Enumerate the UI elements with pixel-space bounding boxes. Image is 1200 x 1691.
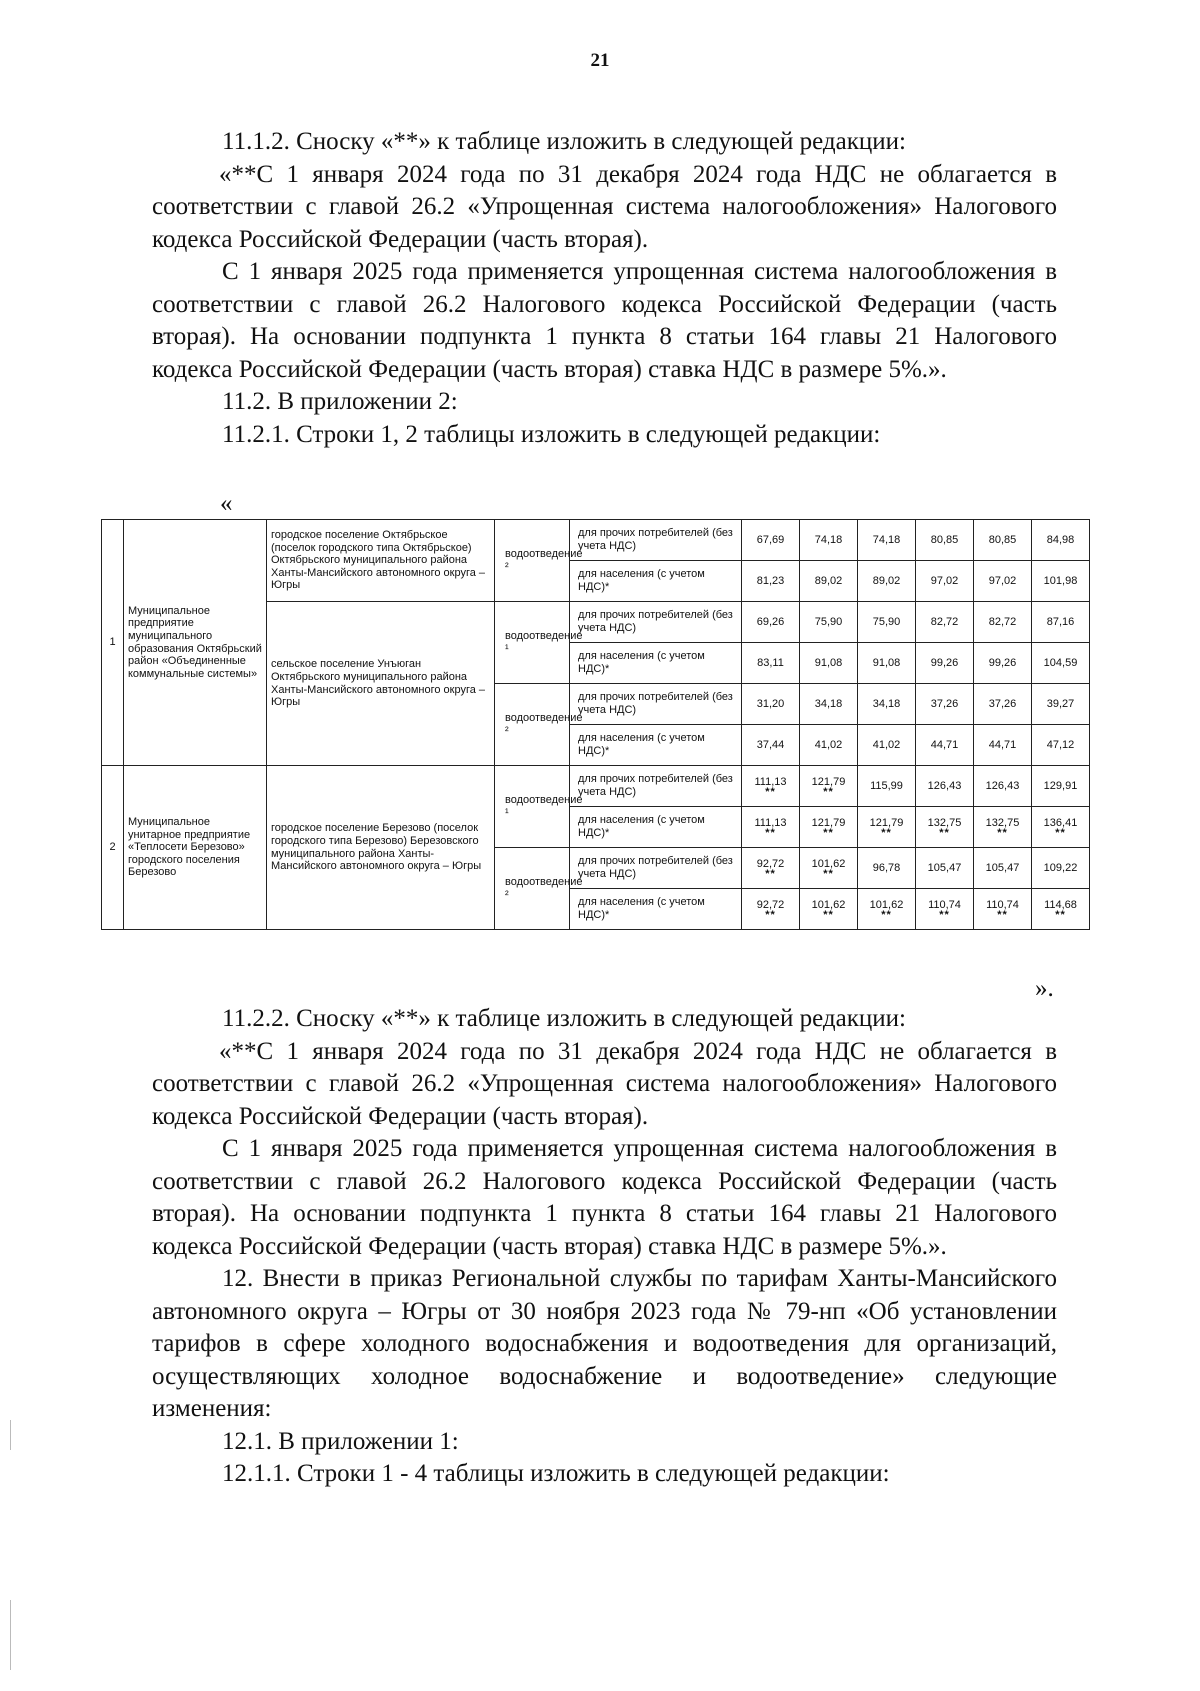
tariff-value: 105,47 [974, 848, 1032, 889]
tariff-cell [858, 889, 916, 930]
tariff-value: 91,08 [800, 643, 858, 684]
tariff-cell [742, 807, 800, 848]
tariff-value: 97,02 [916, 561, 974, 602]
consumer-category: для населения (с учетом НДС)* [570, 807, 742, 848]
tariff-value: 126,43 [974, 766, 1032, 807]
tariff-value: 41,02 [800, 725, 858, 766]
scan-artifact [10, 1420, 11, 1450]
tariff-value: 91,08 [858, 643, 916, 684]
tariff-cell [916, 889, 974, 930]
tariff-value: 92,72 [756, 898, 785, 911]
table-row [102, 520, 1090, 561]
footnote-mark: ** [823, 909, 834, 922]
tariff-value: 136,41 [1043, 816, 1078, 829]
tariff-value: 84,98 [1032, 520, 1090, 561]
footnote-mark: ** [1055, 909, 1066, 922]
consumer-category: для населения (с учетом НДС)* [570, 643, 742, 684]
tariff-cell [974, 807, 1032, 848]
tariff-table [101, 519, 1090, 930]
tariff-value: 67,69 [742, 520, 800, 561]
quote-open: « [220, 490, 233, 517]
tariff-value: 74,18 [800, 520, 858, 561]
consumer-category: для населения (с учетом НДС)* [570, 561, 742, 602]
tariff-value: 132,75 [927, 816, 962, 829]
tariff-cell [800, 766, 858, 807]
service-type: водоотведение ² [495, 520, 570, 602]
tariff-value: 121,79 [869, 816, 904, 829]
tariff-value: 101,98 [1032, 561, 1090, 602]
tariff-value: 126,43 [916, 766, 974, 807]
tariff-value: 31,20 [742, 684, 800, 725]
footnote-mark: ** [765, 909, 776, 922]
tariff-value: 109,22 [1032, 848, 1090, 889]
tariff-value: 111,13 [754, 775, 787, 788]
paragraph: С 1 января 2025 года применяется упрощенная система налогообложения в соответствии с главой 26.2 Налогового кодекса Российской Федерации (часть вторая). На основании подпункта 1 пункта 8 статьи 164 главы 21 Налогового кодекса Российской Федерации (часть вторая) ставка НДС в размере 5%.». [152, 258, 1057, 383]
service-type: водоотведение ² [495, 848, 570, 930]
tariff-cell [858, 807, 916, 848]
tariff-value: 89,02 [800, 561, 858, 602]
quote-close: ». [1035, 975, 1054, 1002]
tariff-value: 101,62 [811, 898, 846, 911]
tariff-value: 115,99 [858, 766, 916, 807]
table-row [102, 766, 1090, 807]
organization-name: Муниципальное предприятие муниципального образования Октябрьский район «Объединенные коммунальные системы» [124, 520, 267, 766]
footnote-mark: ** [823, 868, 834, 881]
footnote-mark: ** [765, 868, 776, 881]
paragraph: «**С 1 января 2024 года по 31 декабря 2024 года НДС не облагается в соответствии с главой 26.2 «Упрощенная система налогообложения» Налогового кодекса Российской Федерации (часть вторая). [152, 160, 1057, 253]
tariff-value: 101,62 [869, 898, 904, 911]
tariff-value: 99,26 [974, 643, 1032, 684]
tariff-value: 82,72 [916, 602, 974, 643]
paragraph: 12.1.1. Строки 1 - 4 таблицы изложить в следующей редакции: [222, 1460, 890, 1487]
row-number: 1 [102, 520, 124, 766]
consumer-category: для прочих потребителей (без учета НДС) [570, 684, 742, 725]
footnote-mark: ** [823, 786, 834, 799]
tariff-value: 87,16 [1032, 602, 1090, 643]
footnote-mark: ** [1055, 827, 1066, 840]
tariff-value: 41,02 [858, 725, 916, 766]
tariff-value: 74,18 [858, 520, 916, 561]
tariff-cell [800, 807, 858, 848]
tariff-value: 47,12 [1032, 725, 1090, 766]
consumer-category: для прочих потребителей (без учета НДС) [570, 848, 742, 889]
consumer-category: для прочих потребителей (без учета НДС) [570, 520, 742, 561]
tariff-value: 81,23 [742, 561, 800, 602]
footnote-mark: ** [881, 909, 892, 922]
tariff-value: 101,62 [811, 857, 846, 870]
page-number: 21 [590, 50, 610, 71]
tariff-value: 104,59 [1032, 643, 1090, 684]
consumer-category: для прочих потребителей (без учета НДС) [570, 766, 742, 807]
section-before-table [152, 126, 1057, 451]
consumer-category: для прочих потребителей (без учета НДС) [570, 602, 742, 643]
paragraph: 12.1. В приложении 1: [222, 1427, 459, 1455]
row-number: 2 [102, 766, 124, 930]
territory: городское поселение Октябрьское (поселок городского типа Октябрьское) Октябрьского муниципального района Ханты-Мансийского автономного округа – Югры [267, 520, 495, 602]
tariff-value: 80,85 [974, 520, 1032, 561]
tariff-value: 37,26 [916, 684, 974, 725]
tariff-cell [974, 889, 1032, 930]
tariff-cell [742, 766, 800, 807]
paragraph: С 1 января 2025 года применяется упрощенная система налогообложения в соответствии с главой 26.2 Налогового кодекса Российской Федерации (часть вторая). На основании подпункта 1 пункта 8 статьи 164 главы 21 Налогового кодекса Российской Федерации (часть вторая) ставка НДС в размере 5%.». [152, 1135, 1057, 1260]
paragraph: 11.2.1. Строки 1, 2 таблицы изложить в следующей редакции: [222, 420, 881, 448]
tariff-value: 92,72 [756, 857, 785, 870]
tariff-value: 44,71 [974, 725, 1032, 766]
tariff-value: 121,79 [811, 775, 846, 788]
tariff-value: 129,91 [1032, 766, 1090, 807]
service-type: водоотведение ¹ [495, 766, 570, 848]
footnote-mark: ** [765, 786, 776, 799]
tariff-value: 34,18 [858, 684, 916, 725]
footnote-mark: ** [939, 909, 950, 922]
tariff-value: 111,13 [754, 816, 787, 829]
tariff-cell [800, 848, 858, 889]
tariff-value: 44,71 [916, 725, 974, 766]
scan-artifact [10, 1600, 11, 1670]
paragraph: 11.1.2. Сноску «**» к таблице изложить в следующей редакции: [222, 128, 906, 155]
tariff-value: 110,74 [928, 898, 961, 911]
tariff-value: 69,26 [742, 602, 800, 643]
tariff-value: 37,26 [974, 684, 1032, 725]
service-type: водоотведение ¹ [495, 602, 570, 684]
tariff-cell [916, 807, 974, 848]
tariff-value: 99,26 [916, 643, 974, 684]
section-after-table [152, 1003, 1057, 1491]
tariff-cell [1032, 889, 1090, 930]
tariff-value: 132,75 [985, 816, 1020, 829]
territory: сельское поселение Унъюган Октябрьского муниципального района Ханты-Мансийского автономного округа – Югры [267, 602, 495, 766]
consumer-category: для населения (с учетом НДС)* [570, 725, 742, 766]
tariff-cell [1032, 807, 1090, 848]
footnote-mark: ** [997, 827, 1008, 840]
tariff-value: 114,68 [1044, 898, 1077, 911]
consumer-category: для населения (с учетом НДС)* [570, 889, 742, 930]
organization-name: Муниципальное унитарное предприятие «Теплосети Березово» городского поселения Березово [124, 766, 267, 930]
tariff-value: 97,02 [974, 561, 1032, 602]
tariff-value: 105,47 [916, 848, 974, 889]
footnote-mark: ** [939, 827, 950, 840]
tariff-value: 75,90 [858, 602, 916, 643]
tariff-value: 75,90 [800, 602, 858, 643]
paragraph: 11.2. В приложении 2: [222, 388, 458, 415]
footnote-mark: ** [765, 827, 776, 840]
tariff-cell [742, 889, 800, 930]
tariff-cell [742, 848, 800, 889]
service-type: водоотведение ² [495, 684, 570, 766]
tariff-value: 96,78 [858, 848, 916, 889]
footnote-mark: ** [881, 827, 892, 840]
tariff-value: 89,02 [858, 561, 916, 602]
tariff-value: 80,85 [916, 520, 974, 561]
tariff-cell [800, 889, 858, 930]
paragraph: 12. Внести в приказ Региональной службы по тарифам Ханты-Мансийского автономного округа – Югры от 30 ноября 2023 года № 79-нп «Об установлении тарифов в сфере холодного водоснабжения и водоотведения для организаций, осуществляющих холодное водоснабжение и водоотведение» следующие изменения: [152, 1265, 1057, 1422]
footnote-mark: ** [823, 827, 834, 840]
tariff-value: 34,18 [800, 684, 858, 725]
tariff-value: 83,11 [742, 643, 800, 684]
tariff-value: 37,44 [742, 725, 800, 766]
tariff-value: 82,72 [974, 602, 1032, 643]
paragraph: «**С 1 января 2024 года по 31 декабря 2024 года НДС не облагается в соответствии с главой 26.2 «Упрощенная система налогообложения» Налогового кодекса Российской Федерации (часть вторая). [152, 1037, 1057, 1130]
paragraph: 11.2.2. Сноску «**» к таблице изложить в следующей редакции: [222, 1005, 906, 1032]
tariff-value: 110,74 [986, 898, 1019, 911]
tariff-value: 121,79 [811, 816, 846, 829]
territory: городское поселение Березово (поселок городского типа Березово) Березовского муниципального района Ханты-Мансийского автономного округа – Югры [267, 766, 495, 930]
footnote-mark: ** [997, 909, 1008, 922]
tariff-value: 39,27 [1032, 684, 1090, 725]
